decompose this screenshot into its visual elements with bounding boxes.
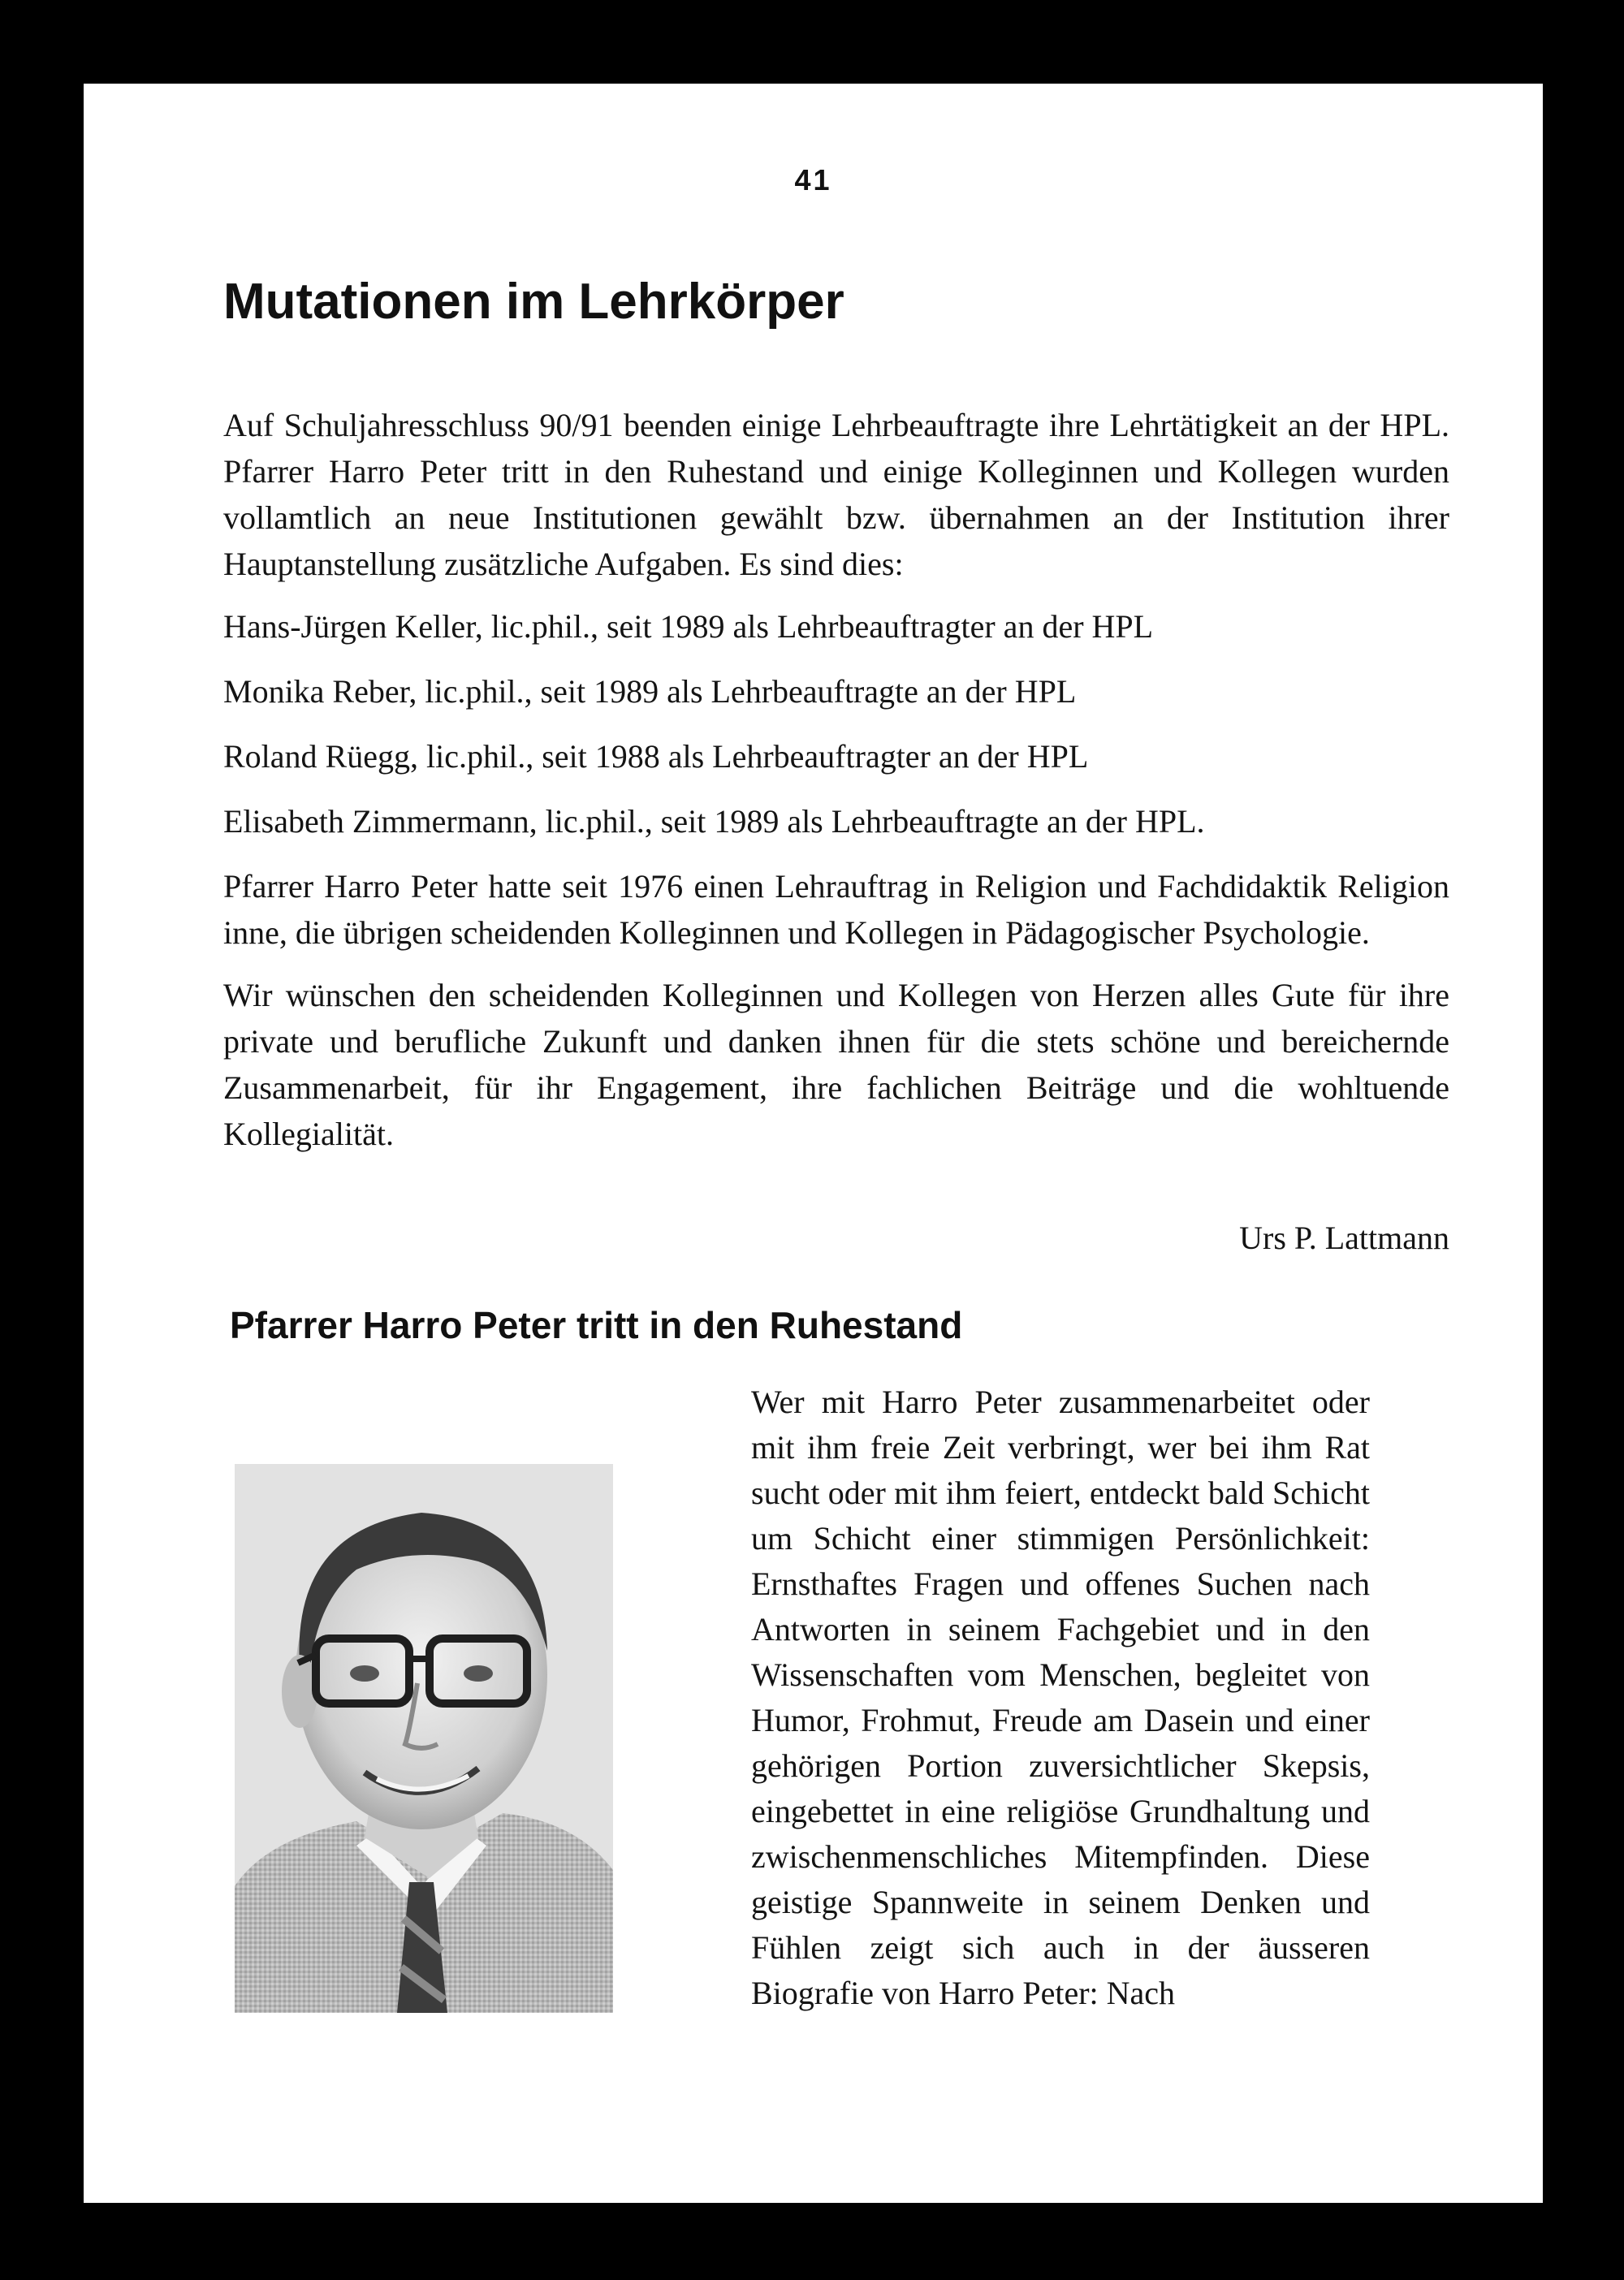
departing-entry: Elisabeth Zimmermann, lic.phil., seit 1989 als Lehrbeauftragte an der HPL. [223, 803, 1205, 840]
departing-entry: Roland Rüegg, lic.phil., seit 1988 als Lehrbeauftragter an der HPL [223, 738, 1089, 775]
section-paragraph: Wer mit Harro Peter zusammenarbeitet oder mit ihm freie Zeit verbringt, wer bei ihm Rat sucht oder mit ihm feiert, entdeckt bald Schicht um Schicht einer stimmigen Persönlichkeit: Ernsthaftes Fragen und offenes Suchen nach Antworten in seinem Fachgebiet und in den Wissenschaften vom Menschen, begleitet von Humor, Frohmut, Freude am Dasein und einer gehörigen Portion zuversichtlicher Skepsis, eingebettet in eine religiöse Grundhaltung und zwischenmenschliches Mitempfinden. Diese geistige Spannweite in seinem Denken und Fühlen zeigt sich auch in der äusseren Biografie von Harro Peter: Nach [751, 1384, 1370, 2011]
farewell-paragraph: Wir wünschen den scheidenden Kolleginnen und Kollegen von Herzen alles Gute für ihre private und berufliche Zukunft und danken ihnen für die stets schöne und bereichernde Zusammenarbeit, für ihr Engagement, ihre fachlichen Beiträge und die wohltuende Kollegialität. [223, 977, 1449, 1152]
portrait-photo [235, 1464, 613, 2013]
page-number: 41 [794, 163, 832, 196]
author-signature: Urs P. Lattmann [1239, 1220, 1449, 1256]
section-title: Pfarrer Harro Peter tritt in den Ruhestand [230, 1304, 963, 1346]
article-body [223, 402, 1449, 1173]
departing-entry: Monika Reber, lic.phil., seit 1989 als Lehrbeauftragte an der HPL [223, 673, 1077, 710]
intro-paragraph: Auf Schuljahresschluss 90/91 beenden einige Lehrbeauftragte ihre Lehrtätigkeit an der HPL. Pfarrer Harro Peter tritt in den Ruhestand und einige Kolleginnen und Kollegen wurden vollamtlich an neue Institutionen gewählt bzw. übernahmen an der Institution ihrer Hauptanstellung zusätzliche Aufgaben. Es sind dies: [223, 407, 1449, 582]
departing-entry: Hans-Jürgen Keller, lic.phil., seit 1989 als Lehrbeauftragter an der HPL [223, 608, 1154, 645]
page-title: Mutationen im Lehrkörper [223, 274, 844, 330]
teaching-paragraph: Pfarrer Harro Peter hatte seit 1976 einen Lehrauftrag in Religion und Fachdidaktik Religion inne, die übrigen scheidenden Kolleginnen und Kollegen in Pädagogischer Psychologie. [223, 868, 1449, 951]
document-page [84, 84, 1543, 2203]
